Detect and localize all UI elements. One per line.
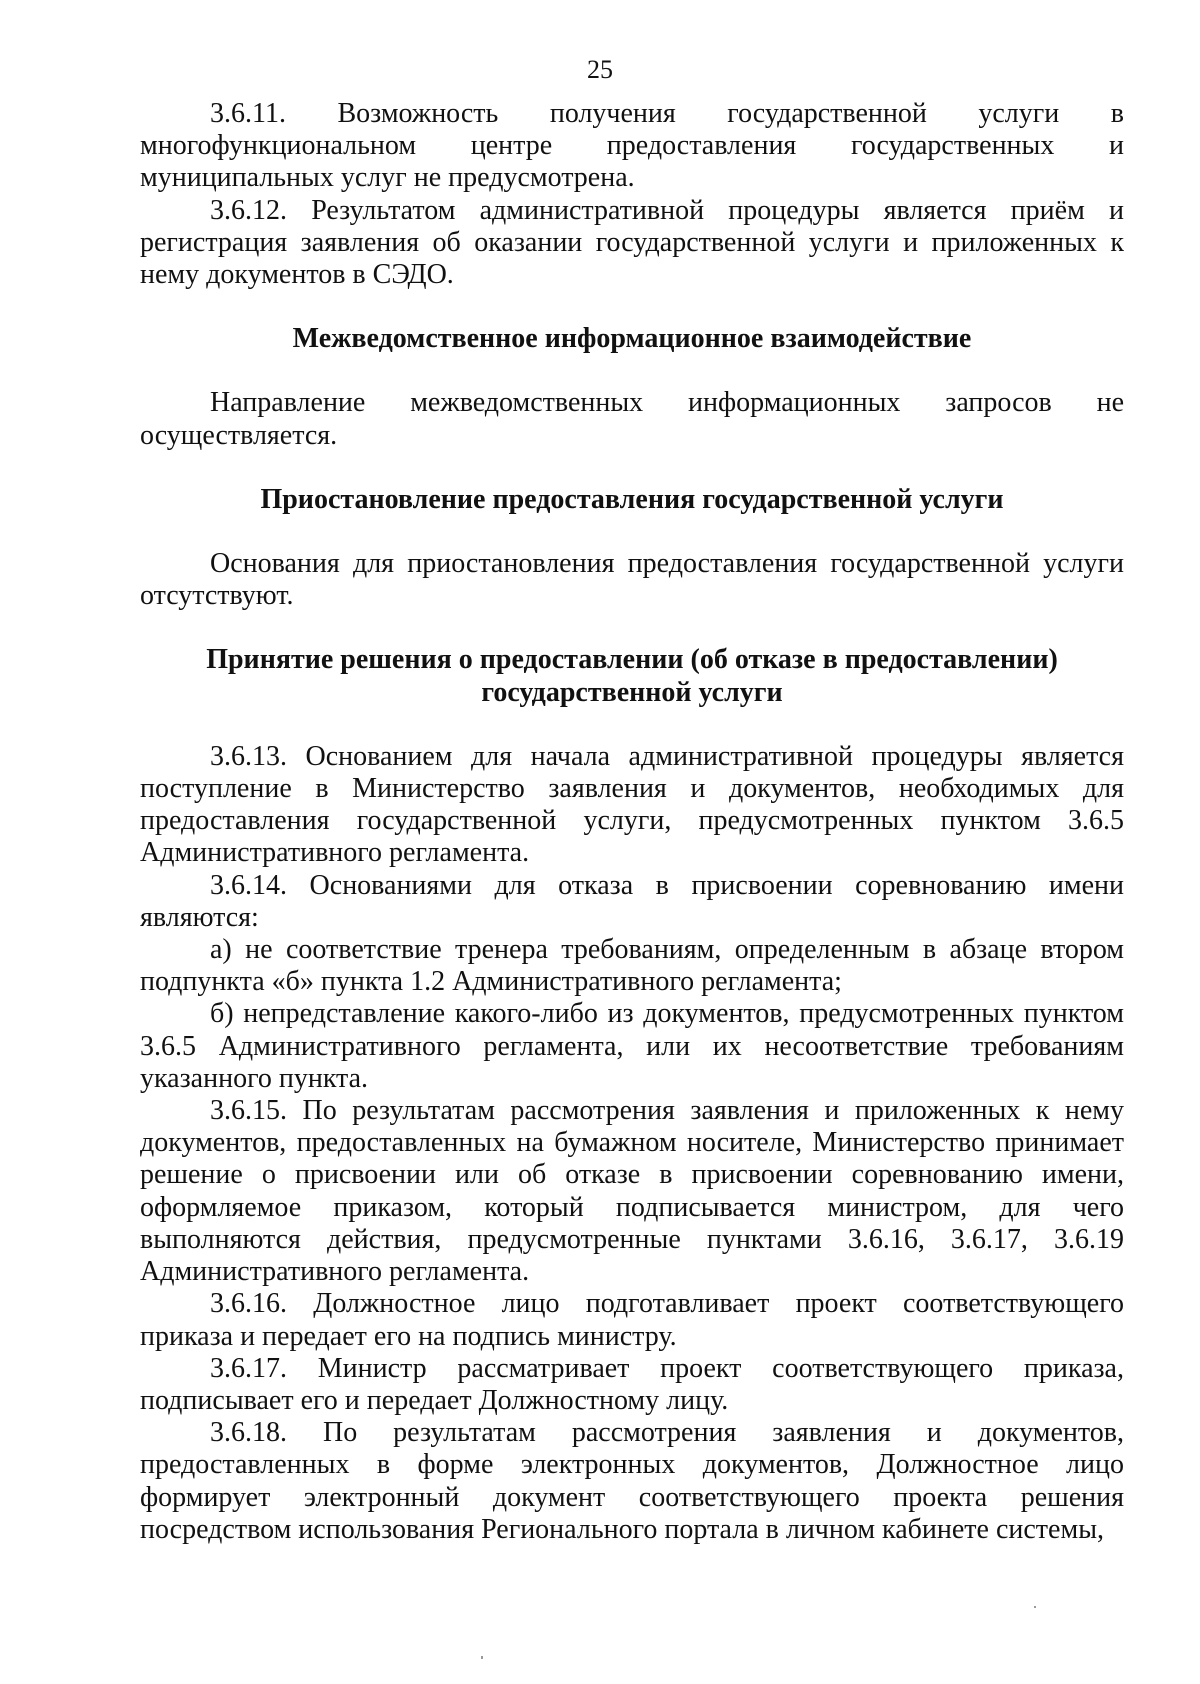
paragraph-3-6-18: 3.6.18. По результатам рассмотрения заявления и документов, предоставленных в форме электронных документов, Должностное лицо формирует электронный документ соответствующего проекта решения посредством использования Регионального портала в личном кабинете системы,: [140, 1417, 1124, 1545]
paragraph-3-6-14: 3.6.14. Основаниями для отказа в присвоении соревнованию имени являются:: [140, 869, 1124, 933]
paragraph-3-6-11: 3.6.11. Возможность получения государственной услуги в многофункциональном центре предоставления государственных и муниципальных услуг не предусмотрена.: [140, 98, 1124, 194]
scan-speck: [1034, 1606, 1036, 1608]
paragraph-3-6-15: 3.6.15. По результатам рассмотрения заявления и приложенных к нему документов, предоставленных на бумажном носителе, Министерство принимает решение о присвоении или об отказе в присвоении соревнованию имени, оформляемое приказом, который подписывается министром, для чего выполняются действия, предусмотренные пунктами 3.6.16, 3.6.17, 3.6.19 Административного регламента.: [140, 1095, 1124, 1288]
paragraph-3-6-14-b: б) непредставление какого-либо из документов, предусмотренных пунктом 3.6.5 Административного регламента, или их несоответствие требованиям указанного пункта.: [140, 998, 1124, 1094]
paragraph-interagency: Направление межведомственных информационных запросов не осуществляется.: [140, 387, 1124, 451]
heading-decision-line2: государственной услуги: [481, 676, 783, 708]
paragraph-suspension: Основания для приостановления предоставления государственной услуги отсутствуют.: [140, 548, 1124, 612]
scan-speck: [481, 1656, 483, 1659]
heading-decision-line1: Принятие решения о предоставлении (об отказе в предоставлении): [206, 644, 1058, 676]
paragraph-3-6-12: 3.6.12. Результатом административной процедуры является приём и регистрация заявления об оказании государственной услуги и приложенных к нему документов в СЭДО.: [140, 194, 1124, 291]
spacer: [140, 291, 1124, 323]
spacer: [140, 355, 1124, 387]
paragraph-3-6-14-a: а) не соответствие тренера требованиям, определенным в абзаце втором подпункта «б» пункта 1.2 Административного регламента;: [140, 934, 1124, 998]
spacer: [140, 612, 1124, 644]
heading-suspension: Приостановление предоставления государственной услуги: [260, 483, 1004, 515]
heading-interagency: Межведомственное информационное взаимодействие: [292, 323, 972, 355]
paragraph-3-6-16: 3.6.16. Должностное лицо подготавливает проект соответствующего приказа и передает его на подпись министру.: [140, 1288, 1124, 1352]
document-body: [140, 98, 1124, 1546]
spacer: [140, 452, 1124, 484]
paragraph-3-6-13: 3.6.13. Основанием для начала административной процедуры является поступление в Министерство заявления и документов, необходимых для предоставления государственной услуги, предусмотренных пунктом 3.6.5 Административного регламента.: [140, 740, 1124, 869]
spacer: [140, 709, 1124, 741]
page-number: 25: [587, 55, 613, 84]
spacer: [140, 516, 1124, 548]
paragraph-3-6-17: 3.6.17. Министр рассматривает проект соответствующего приказа, подписывает его и передает Должностному лицу.: [140, 1352, 1124, 1416]
